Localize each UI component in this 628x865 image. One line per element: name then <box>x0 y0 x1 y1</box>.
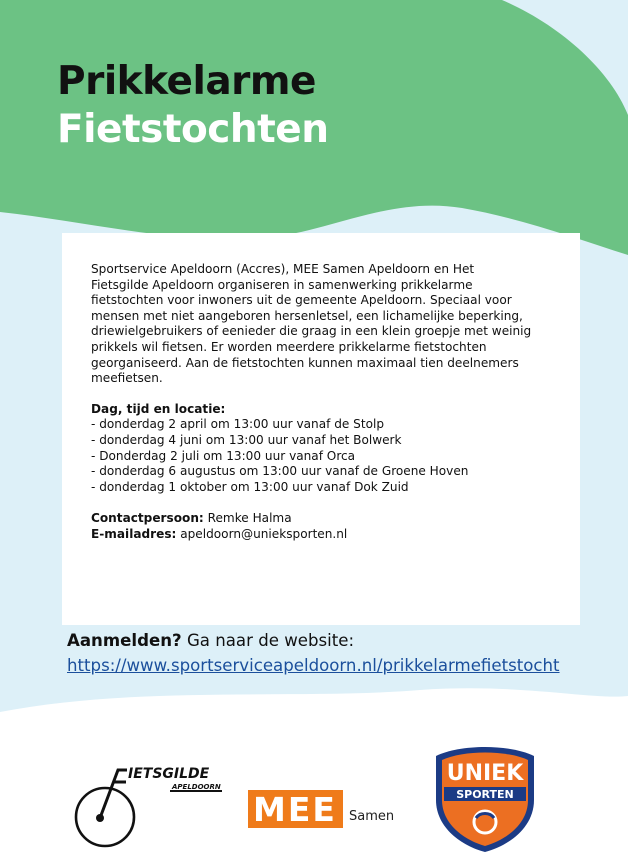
fietsgilde-logo <box>70 760 230 852</box>
mee-samen-logo <box>245 788 405 832</box>
info-card <box>62 233 580 625</box>
schedule-item: - Donderdag 2 juli om 13:00 uur vanaf Orca <box>91 448 356 463</box>
intro-line: driewielgebruikers of eenieder die graag in een klein groepje met weinig <box>91 324 532 339</box>
intro-line: meefietsen. <box>91 371 163 386</box>
page-title <box>57 58 329 154</box>
uniek-top-text: UNIEK <box>446 761 524 786</box>
info-card-content <box>91 262 561 543</box>
contact-person-label: Contactpersoon: <box>91 511 204 526</box>
intro-line: Fietsgilde Apeldoorn organiseren in samenwerking prikkelarme <box>91 277 473 292</box>
intro-line: fietstochten voor inwoners uit de gemeente Apeldoorn. Speciaal voor <box>91 293 512 308</box>
signup-link-line <box>67 653 627 678</box>
schedule-item: - donderdag 1 oktober om 13:00 uur vanaf Dok Zuid <box>91 479 409 494</box>
fietsgilde-wheel-icon <box>76 788 134 846</box>
fietsgilde-sub: APELDOORN <box>172 783 221 791</box>
intro-paragraph <box>91 262 561 387</box>
uniek-bottom-text: SPORTEN <box>456 788 514 801</box>
title-line-2: Fietstochten <box>57 107 329 152</box>
contact-person <box>91 511 561 527</box>
title-line-1: Prikkelarme <box>57 59 316 104</box>
mee-name: MEE <box>253 790 337 829</box>
contact-email <box>91 527 561 543</box>
signup-section <box>67 628 627 678</box>
uniek-sporten-logo <box>430 742 540 854</box>
intro-line: prikkels wil fietsen. Er worden meerdere prikkelarme fietstochten <box>91 339 487 354</box>
schedule-item: - donderdag 4 juni om 13:00 uur vanaf het Bolwerk <box>91 432 402 447</box>
fietsgilde-hub-icon <box>96 814 104 822</box>
schedule-list <box>91 417 561 495</box>
intro-line: Sportservice Apeldoorn (Accres), MEE Samen Apeldoorn en Het <box>91 262 475 276</box>
signup-link[interactable]: https://www.sportserviceapeldoorn.nl/prikkelarmefietstocht <box>67 656 560 675</box>
fietsgilde-name: IETSGILDE <box>128 766 210 782</box>
mee-sub: Samen <box>349 809 395 824</box>
intro-line: georganiseerd. Aan de fietstochten kunnen maximaal tien deelnemers <box>91 355 519 370</box>
schedule-item: - donderdag 2 april om 13:00 uur vanaf de Stolp <box>91 417 385 432</box>
email-label: E-mailadres: <box>91 526 177 541</box>
signup-line <box>67 628 627 653</box>
signup-text: Ga naar de website: <box>181 631 355 650</box>
schedule-heading: Dag, tijd en locatie: <box>91 401 226 416</box>
schedule-item: - donderdag 6 augustus om 13:00 uur vanaf de Groene Hoven <box>91 464 469 479</box>
signup-label: Aanmelden? <box>67 631 182 650</box>
intro-line: mensen met niet aangeboren hersenletsel, een lichamelijke beperking, <box>91 308 523 323</box>
contact-person-value: Remke Halma <box>203 511 292 526</box>
email-value: apeldoorn@unieksporten.nl <box>176 526 348 541</box>
